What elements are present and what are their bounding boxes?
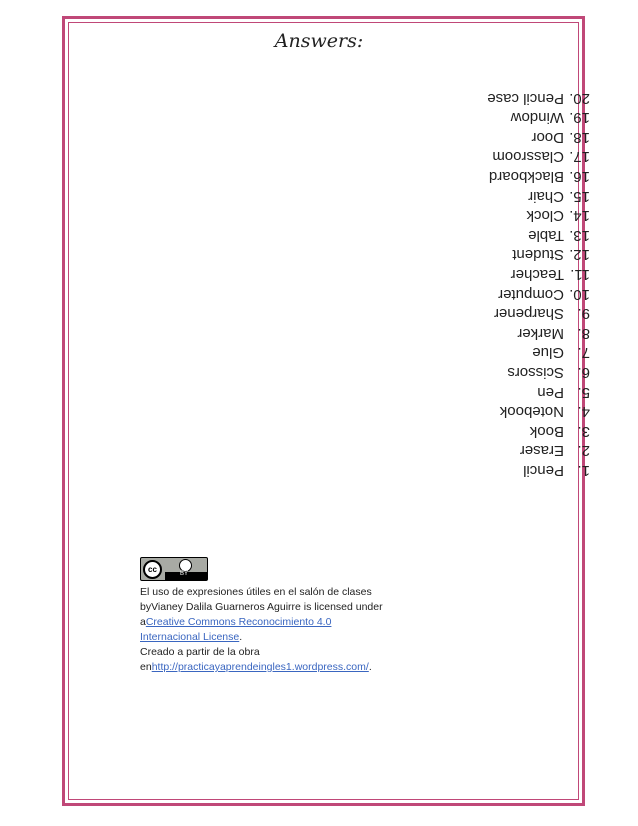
answer-item bbox=[400, 225, 590, 245]
license-text: El uso de expresiones útiles en el salón de clases byVianey Dalila Guarneros Aguirre is licensed under a bbox=[140, 586, 383, 628]
answer-number: 18. bbox=[569, 128, 590, 146]
answer-item bbox=[400, 88, 590, 108]
answer-item bbox=[400, 362, 590, 382]
answer-text: Notebook bbox=[499, 403, 564, 421]
license-link[interactable]: Creative Commons Reconocimiento 4.0 Internacional License bbox=[140, 616, 332, 643]
answer-text: Window bbox=[510, 109, 564, 127]
answer-text: Computer bbox=[498, 285, 564, 303]
answer-item bbox=[400, 147, 590, 167]
answer-list bbox=[400, 88, 590, 480]
answer-number: 10. bbox=[569, 285, 590, 303]
answer-number: 2. bbox=[577, 442, 590, 460]
page-title: Answers: bbox=[274, 30, 364, 52]
answer-number: 17. bbox=[569, 148, 590, 166]
answer-item bbox=[400, 382, 590, 402]
answer-text: Sharpener bbox=[493, 305, 564, 323]
license-notice bbox=[140, 585, 390, 675]
answer-item bbox=[400, 206, 590, 226]
answer-text: Classroom bbox=[492, 148, 564, 166]
answer-text: Teacher bbox=[510, 266, 564, 284]
answer-text: Pencil bbox=[523, 462, 564, 479]
answer-text: Door bbox=[531, 128, 564, 146]
answer-text: Eraser bbox=[519, 442, 564, 460]
answer-item bbox=[400, 167, 590, 187]
answer-number: 20. bbox=[569, 89, 590, 107]
answer-number: 11. bbox=[570, 266, 590, 284]
source-link[interactable]: http://practicayaprendeingles1.wordpress.com/ bbox=[151, 661, 369, 673]
answer-item bbox=[400, 186, 590, 206]
answer-item bbox=[400, 402, 590, 422]
answer-text: Chair bbox=[528, 187, 564, 205]
answer-item bbox=[400, 421, 590, 441]
answer-text: Scissors bbox=[507, 364, 564, 382]
answer-number: 4. bbox=[577, 403, 590, 421]
answer-text: Pen bbox=[537, 383, 564, 401]
answer-number: 13. bbox=[569, 226, 590, 244]
by-strip bbox=[165, 572, 207, 580]
answer-number: 12. bbox=[569, 246, 590, 264]
answer-number: 8. bbox=[577, 324, 590, 342]
answer-text: Blackboard bbox=[488, 168, 564, 186]
answer-text: Pencil case bbox=[487, 89, 564, 107]
answer-text: Student bbox=[512, 246, 564, 264]
answer-number: 5. bbox=[577, 383, 590, 401]
answer-number: 19. bbox=[569, 109, 590, 127]
answer-text: Marker bbox=[517, 324, 564, 342]
license-period: . bbox=[239, 631, 243, 643]
answer-number: 7. bbox=[577, 344, 590, 362]
source-text: Creado a partir de la obra en bbox=[140, 646, 260, 673]
answer-number: 9. bbox=[577, 305, 590, 323]
answer-item bbox=[400, 108, 590, 128]
creative-commons-badge[interactable] bbox=[140, 557, 208, 581]
answer-item bbox=[400, 323, 590, 343]
answer-item bbox=[400, 245, 590, 265]
answer-item bbox=[400, 460, 590, 480]
answer-text: Table bbox=[528, 226, 564, 244]
answer-text: Glue bbox=[532, 344, 564, 362]
answer-text: Book bbox=[529, 422, 564, 440]
source-period: . bbox=[368, 661, 372, 673]
answer-number: 6. bbox=[577, 364, 590, 382]
answer-item bbox=[400, 304, 590, 324]
answer-item bbox=[400, 264, 590, 284]
answer-number: 16. bbox=[569, 168, 590, 186]
answer-number: 1. bbox=[577, 462, 590, 479]
answer-item bbox=[400, 441, 590, 461]
answer-number: 15. bbox=[569, 187, 590, 205]
answers-list-upside-down bbox=[400, 80, 590, 480]
answer-number: 14. bbox=[569, 207, 590, 225]
answer-item bbox=[400, 284, 590, 304]
cc-icon: cc bbox=[143, 560, 162, 579]
answer-number: 3. bbox=[577, 422, 590, 440]
answer-text: Clock bbox=[526, 207, 564, 225]
answer-item bbox=[400, 343, 590, 363]
by-label: BY bbox=[180, 571, 189, 577]
answer-item bbox=[400, 127, 590, 147]
